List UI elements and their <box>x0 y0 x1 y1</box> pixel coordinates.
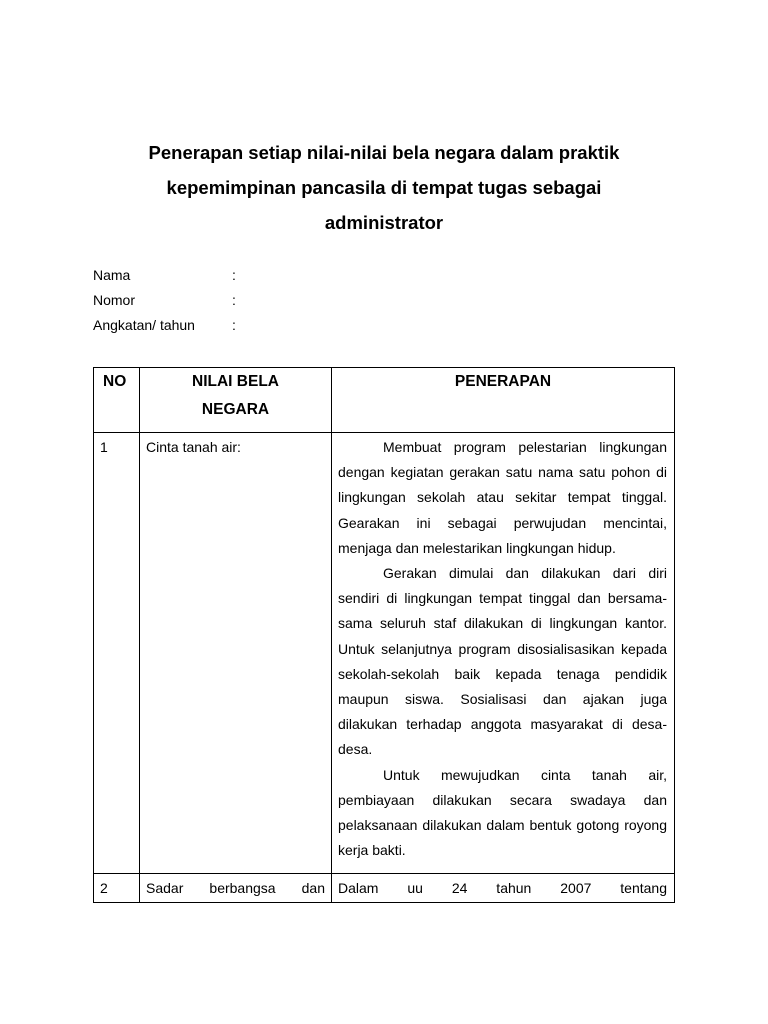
row-nilai: Cinta tanah air: <box>140 433 332 874</box>
field-angkatan <box>93 313 293 338</box>
header-nilai-line: NILAI BELA <box>192 373 279 390</box>
header-penerapan: PENERAPAN <box>332 368 675 433</box>
row-nilai-text: Sadar berbangsa dan <box>146 880 325 897</box>
row-number: 2 <box>94 874 140 902</box>
table-header-row <box>94 368 675 433</box>
penerapan-paragraph: Untuk mewujudkan cinta tanah air, pembiayaan dilakukan secara swadaya dan pelaksanaan dilakukan dalam bentuk gotong royong kerja bakti. <box>338 766 667 859</box>
title-line: administrator <box>324 212 444 233</box>
identity-fields <box>93 263 293 338</box>
row-number: 1 <box>94 433 140 874</box>
field-label: Nama <box>93 267 131 283</box>
row-nilai <box>140 874 332 902</box>
document-title <box>100 135 668 240</box>
title-line: Penerapan setiap nilai-nilai bela negara dalam praktik <box>148 142 620 163</box>
header-nilai-line: NEGARA <box>201 401 270 418</box>
penerapan-text: Dalam uu 24 tahun 2007 tentang <box>338 880 667 897</box>
penerapan-paragraph: Membuat program pelestarian lingkungan dengan kegiatan gerakan satu nama satu pohon di lingkungan sekolah atau sekitar tempat tinggal. Gearakan ini sebagai perwujudan mencintai, menjaga dan melestarikan lingkungan hidup. <box>338 439 667 556</box>
field-nama <box>93 263 293 288</box>
penerapan-paragraph: Gerakan dimulai dan dilakukan dari diri sendiri di lingkungan tempat tinggal dan bersama-sama seluruh staf dilakukan di lingkungan kantor. Untuk selanjutnya program disosialisasikan kepada sekolah-sekolah baik kepada tenaga pendidik maupun siswa. Sosialisasi dan ajakan juga dilakukan terhadap anggota masyarakat di desa-desa. <box>338 565 667 758</box>
field-nomor <box>93 288 293 313</box>
header-nilai <box>140 368 332 433</box>
row-penerapan <box>332 433 675 874</box>
bela-negara-table <box>93 367 675 903</box>
field-colon: : <box>232 267 236 283</box>
field-colon: : <box>232 317 236 333</box>
table-row <box>94 433 675 874</box>
table-row <box>94 874 675 902</box>
title-line: kepemimpinan pancasila di tempat tugas sebagai <box>166 177 602 198</box>
header-no: NO <box>94 368 140 433</box>
field-label: Angkatan/ tahun <box>93 317 195 333</box>
field-label: Nomor <box>93 292 136 308</box>
field-colon: : <box>232 292 236 308</box>
row-penerapan <box>332 874 675 902</box>
